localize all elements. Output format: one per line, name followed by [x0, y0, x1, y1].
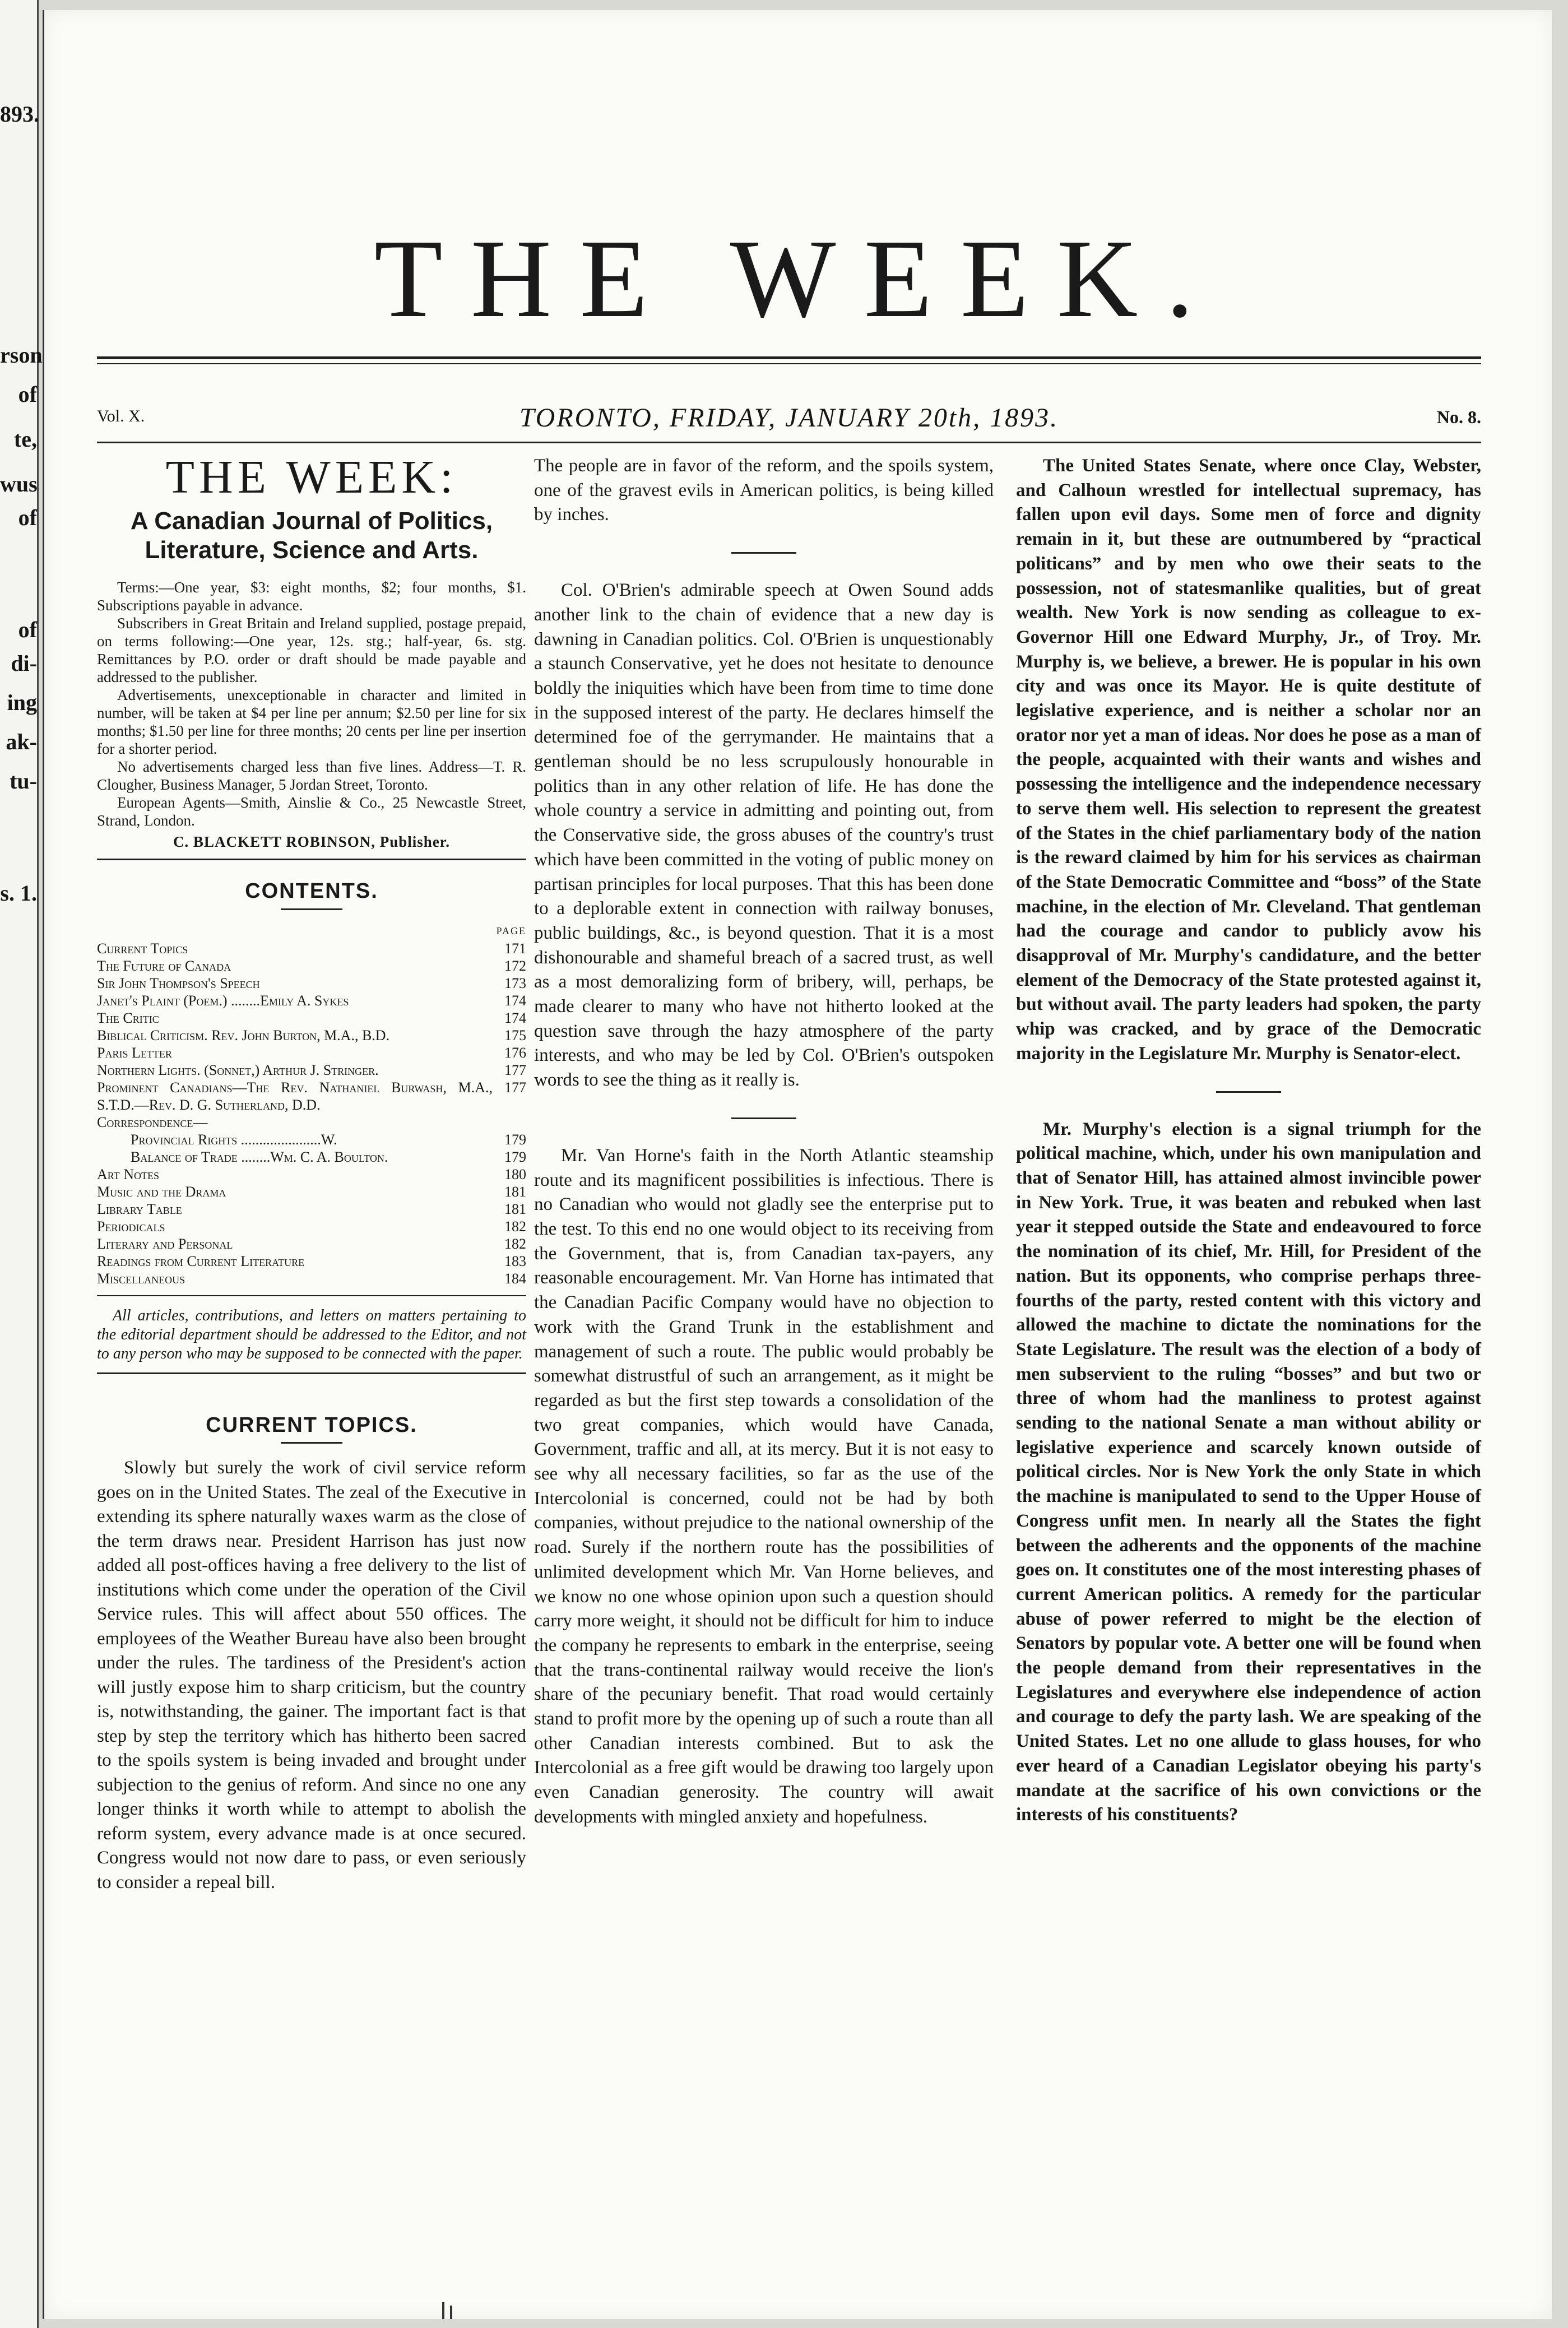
contents-page: 171 [504, 940, 526, 957]
masthead-rule-thin [97, 363, 1481, 364]
contents-row [97, 1235, 526, 1253]
contents-page: 174 [504, 1009, 526, 1026]
volume-number: Vol. X. [97, 407, 145, 425]
contents-page: 183 [504, 1253, 526, 1269]
contents-title: Prominent Canadians—The Rev. Nathaniel Burwash, M.A., S.T.D.—Rev. D. G. Sutherland, D.D. [97, 1079, 493, 1113]
subscription-terms [97, 578, 526, 851]
contents-row [97, 1009, 526, 1027]
contents-page [493, 1114, 526, 1131]
masthead: THE WEEK. [374, 217, 1222, 341]
article-paragraph: Col. O'Brien's admirable speech at Owen Sound adds another link to the chain of evidence that a new day is dawning in Canadian politics. Col. O'Brien is unquestionably a staunch Conservative, yet he does not hesitate to denounce boldly the iniquities which have been from time to time done in the supposed interest of the party. He declares himself the determined foe of the gerrymander. He maintains that a gentleman should be no less scrupulously honourable in politics than in any other relation of life. He has done the whole country a service in admitting and pointing out, from the Conservative side, the gross abuses of the country's trust which have been committed in the voting of public money on partisan principles for local purposes. That this has been done to a deplorable extent in connection with railway bonuses, public buildings, &c., is beyond question. That it is a most dishonourable and shameful breach of a sacred trust, as well as a most demoralizing form of bribery, will, perhaps, be made clearer to many who have not hitherto looked at the question save through the hazy atmosphere of the party interests, and who may be led by Col. O'Brien's outspoken words to see the thing as it really is. [534, 580, 994, 1091]
contents-title: Janet's Plaint (Poem.) ........Emily A. Sykes [97, 992, 349, 1009]
editorial-note: All articles, contributions, and letters on matters pertaining to the editorial department should be addressed to the Editor, and not to any person who may be supposed to be connected with the paper. [97, 1306, 526, 1362]
journal-title: THE WEEK: [165, 451, 458, 503]
issue-date: TORONTO, FRIDAY, JANUARY 20th, 1893. [519, 403, 1059, 433]
terms-rule [97, 859, 526, 860]
contents-row [97, 1270, 526, 1287]
section-separator [731, 552, 796, 554]
page-column-label: PAGE [496, 925, 526, 936]
editorial-rule [97, 1372, 526, 1374]
contents-page: 177 [504, 1061, 526, 1078]
contents-page: 179 [504, 1131, 526, 1148]
contents-row [97, 992, 526, 1009]
contents-title: Current Topics [97, 940, 188, 957]
article-paragraph: The people are in favor of the reform, and the spoils system, one of the gravest evils in American politics, is being killed by inches. [534, 456, 994, 525]
contents-heading: CONTENTS. [245, 879, 378, 903]
prev-page-fragment: of [18, 505, 37, 530]
contents-page: 173 [504, 975, 526, 991]
contents-title: Paris Letter [97, 1044, 172, 1061]
contents-page: 181 [504, 1200, 526, 1217]
contents-title: Miscellaneous [97, 1270, 185, 1287]
prev-page-fragment: ing [7, 690, 37, 715]
dateline-rule [97, 442, 1481, 443]
contents-title: Provincial Rights ......................W. [131, 1131, 337, 1148]
article-paragraph: Mr. Van Horne's faith in the North Atlantic steamship route and its magnificent possibilities is infectious. There is no Canadian who would not gladly see the enterprise put to the test. To this end no one would object to its receiving from the Government, that is, from Canadian tax-payers, any reasonable encouragement. Mr. Van Horne has intimated that the Canadian Pacific Company would have no objection to work with the Grand Trunk in the establishment and management of such a route. The public would probably be somewhat distrustful of such an arrangement, as it might be regarded as but the first step towards a consolidation of the two great companies, which would have Canada, Government, traffic and all, at its mercy. But it is not easy to see why all necessary facilities, so far as the use of the Intercolonial is concerned, could not be had by both companies, without prejudice to the national ownership of the road. Surely if the northern route has the possibilities of unlimited development which Mr. Van Horne believes, and we know no one whose opinion upon such a question should carry more weight, it should not be difficult for him to induce the company he represents to embark in the enterprise, seeing that the trans-continental railway would receive the lion's share of the pecuniary benefit. That road would certainly stand to profit more by the opening up of such a route than all other Canadian interests combined. But to ask the Intercolonial as a free gift would be drawing too largely upon even Canadian generosity. The country will await developments with mingled anxiety and hopefulness. [534, 1145, 994, 1827]
contents-title: Sir John Thompson's Speech [97, 975, 260, 991]
contents-row [97, 975, 526, 992]
contents-title: Art Notes [97, 1166, 159, 1182]
current-topics-heading: CURRENT TOPICS. [206, 1413, 417, 1437]
previous-page-edge [0, 0, 43, 2328]
prev-page-fragment: di- [11, 651, 37, 676]
contents-row [97, 1218, 526, 1235]
contents-row [97, 1061, 526, 1079]
contents-title: Correspondence— [97, 1114, 208, 1130]
contents-title: The Future of Canada [97, 957, 231, 974]
article-paragraph: Slowly but surely the work of civil service reform goes on in the United States. The zeal of the Executive in extending its sphere naturally waxes warm as the close of the term draws near. President Harrison has just now added all post-offices having a free delivery to the list of institutions which come under the operation of the Civil Service rules. This will affect about 550 offices. The employees of the Weather Bureau have also been brought under the rules. The tardiness of the President's action will justly expose him to sharp criticism, but the country is, notwithstanding, the gainer. The important fact is that step by step the territory which has hitherto been sacred to the spoils system is being invaded and brought under subjection to the genius of reform. And since no one any longer thinks it worth while to attempt to abolish the reform system, every advance made is at once secured. Congress would not now dare to pass, or even seriously to consider a repeal bill. [97, 1458, 526, 1893]
terms-paragraph: Terms:—One year, $3: eight months, $2; four months, $1. Subscriptions payable in advance. [97, 579, 526, 614]
column-1 [97, 451, 526, 1895]
prev-page-fragment: of [18, 617, 37, 642]
contents-row [97, 1131, 526, 1148]
contents-row [97, 1079, 526, 1114]
contents-title: Literary and Personal [97, 1235, 233, 1252]
contents-page: 184 [504, 1270, 526, 1287]
contents-row [97, 1200, 526, 1218]
contents-page: 180 [504, 1166, 526, 1182]
contents-title: The Critic [97, 1009, 159, 1026]
contents-page: 182 [504, 1235, 526, 1252]
prev-page-fragment: wus [0, 471, 38, 497]
contents-table [97, 922, 526, 1287]
contents-page: 176 [504, 1044, 526, 1061]
terms-paragraph: Advertisements, unexceptionable in character and limited in number, will be taken at $4 per line per annum; $2.50 per line for six months; $1.50 per line for three months; 20 cents per line per insertion for a shorter period. [97, 687, 526, 757]
contents-page: 181 [504, 1183, 526, 1200]
contents-row [97, 1044, 526, 1061]
contents-page: 177 [504, 1079, 526, 1096]
contents-rule [97, 1295, 526, 1296]
column-3 [1016, 454, 1481, 1828]
journal-subtitle: A Canadian Journal of Politics, Literature, Science and Arts. [130, 507, 493, 564]
contents-title: Periodicals [97, 1218, 165, 1235]
article-paragraph: Mr. Murphy's election is a signal triumph for the political machine, which, under his own manipulation and that of Senator Hill, has attained almost invincible power in New York. True, it was beaten and rebuked when last year it stepped outside the State and endeavoured to force the nomination of its chief, Mr. Hill, for President of the nation. But its opponents, who comprise perhaps three-fourths of the party, rested content with this victory and allowed the machine to dictate the nominations for the State Legislature. The result was the election of a body of men subservient to the ruling “bosses” and but two or three of whom had the manliness to protest against sending to the national Senate a man without ability or legislative experience and scarcely known outside of political circles. Nor is New York the only State in which the machine is manipulated to send to the Upper House of Congress unfit men. In nearly all the States the fight between the adherents and the opponents of the machine goes on. It constitutes one of the most interesting phases of current American politics. A remedy for the particular abuse of power referred to might be the election of Senators by popular vote. A better one will be found when the people demand from their representatives in the Legislatures and everywhere else independence of action and courage to defy the party lash. We are speaking of the United States. Let no one allude to glass houses, for who ever heard of a Canadian Legislator obeying his party's mandate at the sacrifice of his own convictions or the interests of his constituents? [1016, 1119, 1481, 1825]
prev-page-fragment: s. 1. [0, 880, 37, 906]
dateline [97, 402, 1481, 438]
prev-page-fragment: ak- [6, 729, 37, 754]
current-topics-heading-rule [281, 1442, 342, 1444]
article-paragraph: The United States Senate, where once Clay, Webster, and Calhoun wrestled for intellectual supremacy, has fallen upon evil days. Some men of force and dignity remain in it, but these are outnumbered by “practical politicans” and by men who owe their seats to the possession, not of statesmanlike qualities, but of great wealth. New York is now sending as colleague to ex-Governor Hill one Edward Murphy, Jr., of Troy. Mr. Murphy is, we believe, a brewer. He is popular in his own city and was once its Mayor. He is quite destitute of legislative experience, and is neither a scholar nor an orator nor yet a man of ideas. Nor does he pose as a man of the people, acquainted with their wants and wishes and possessing the intelligence and the independence necessary to serve them well. His selection to represent the greatest of the States in the chief parliamentary body of the nation is the reward claimed by him for his services as chairman of the State Democratic Committee and “boss” of the State machine, in the election of Mr. Cleveland. That gentleman had the courage and candor to publicly avow his disapproval of Mr. Murphy's candidature, and the better element of the Democracy of the State protested against it, but without avail. The party leaders had spoken, the party whip was cracked, and by grace of the Democratic majority in the Legislature Mr. Murphy is Senator-elect. [1016, 456, 1481, 1064]
contents-title: Biblical Criticism. Rev. John Burton, M.A., B.D. [97, 1027, 390, 1044]
terms-paragraph: European Agents—Smith, Ainslie & Co., 25 Newcastle Street, Strand, London. [97, 794, 526, 829]
contents-row [97, 1183, 526, 1200]
newspaper-page [43, 10, 1552, 2319]
contents-row [97, 1148, 526, 1166]
contents-title: Music and the Drama [97, 1183, 226, 1200]
issue-number: No. 8. [1436, 407, 1481, 427]
contents-page: 174 [504, 992, 526, 1009]
contents-page: 182 [504, 1218, 526, 1235]
scan-mark [437, 2302, 470, 2319]
column-2 [534, 454, 994, 1830]
publisher-line: C. BLACKETT ROBINSON, Publisher. [173, 833, 451, 850]
contents-title: Readings from Current Literature [97, 1253, 305, 1269]
contents-page: 179 [504, 1148, 526, 1165]
prev-page-fragment: tu- [10, 768, 37, 794]
prev-page-fragment: 893. [0, 101, 39, 127]
contents-row [97, 1166, 526, 1183]
current-topics-body [97, 1456, 526, 1895]
masthead-rule-thick [97, 356, 1481, 359]
terms-paragraph: Subscribers in Great Britain and Ireland supplied, postage prepaid, on terms following:—One year, 12s. stg.; half-year, 6s. stg. Remittances by P.O. order or draft should be made payable and addressed to the publisher. [97, 615, 526, 685]
contents-heading-rule [281, 908, 342, 910]
contents-row [97, 957, 526, 975]
contents-page: 175 [504, 1027, 526, 1044]
prev-page-fragment: rson [0, 342, 43, 368]
contents-title: Library Table [97, 1200, 182, 1217]
contents-row [97, 1253, 526, 1270]
contents-row [97, 1114, 526, 1131]
terms-paragraph: No advertisements charged less than five lines. Address—T. R. Clougher, Business Manager, 5 Jordan Street, Toronto. [97, 758, 526, 793]
contents-title: Northern Lights. (Sonnet,) Arthur J. Stringer. [97, 1061, 379, 1078]
prev-page-fragment: te, [13, 426, 37, 452]
section-separator [1216, 1091, 1281, 1093]
contents-page: 172 [504, 957, 526, 974]
contents-row [97, 1027, 526, 1044]
section-separator [731, 1117, 796, 1119]
contents-title: Balance of Trade ........Wm. C. A. Boulton. [131, 1148, 388, 1165]
prev-page-fragment: of [18, 382, 37, 407]
contents-row [97, 940, 526, 957]
